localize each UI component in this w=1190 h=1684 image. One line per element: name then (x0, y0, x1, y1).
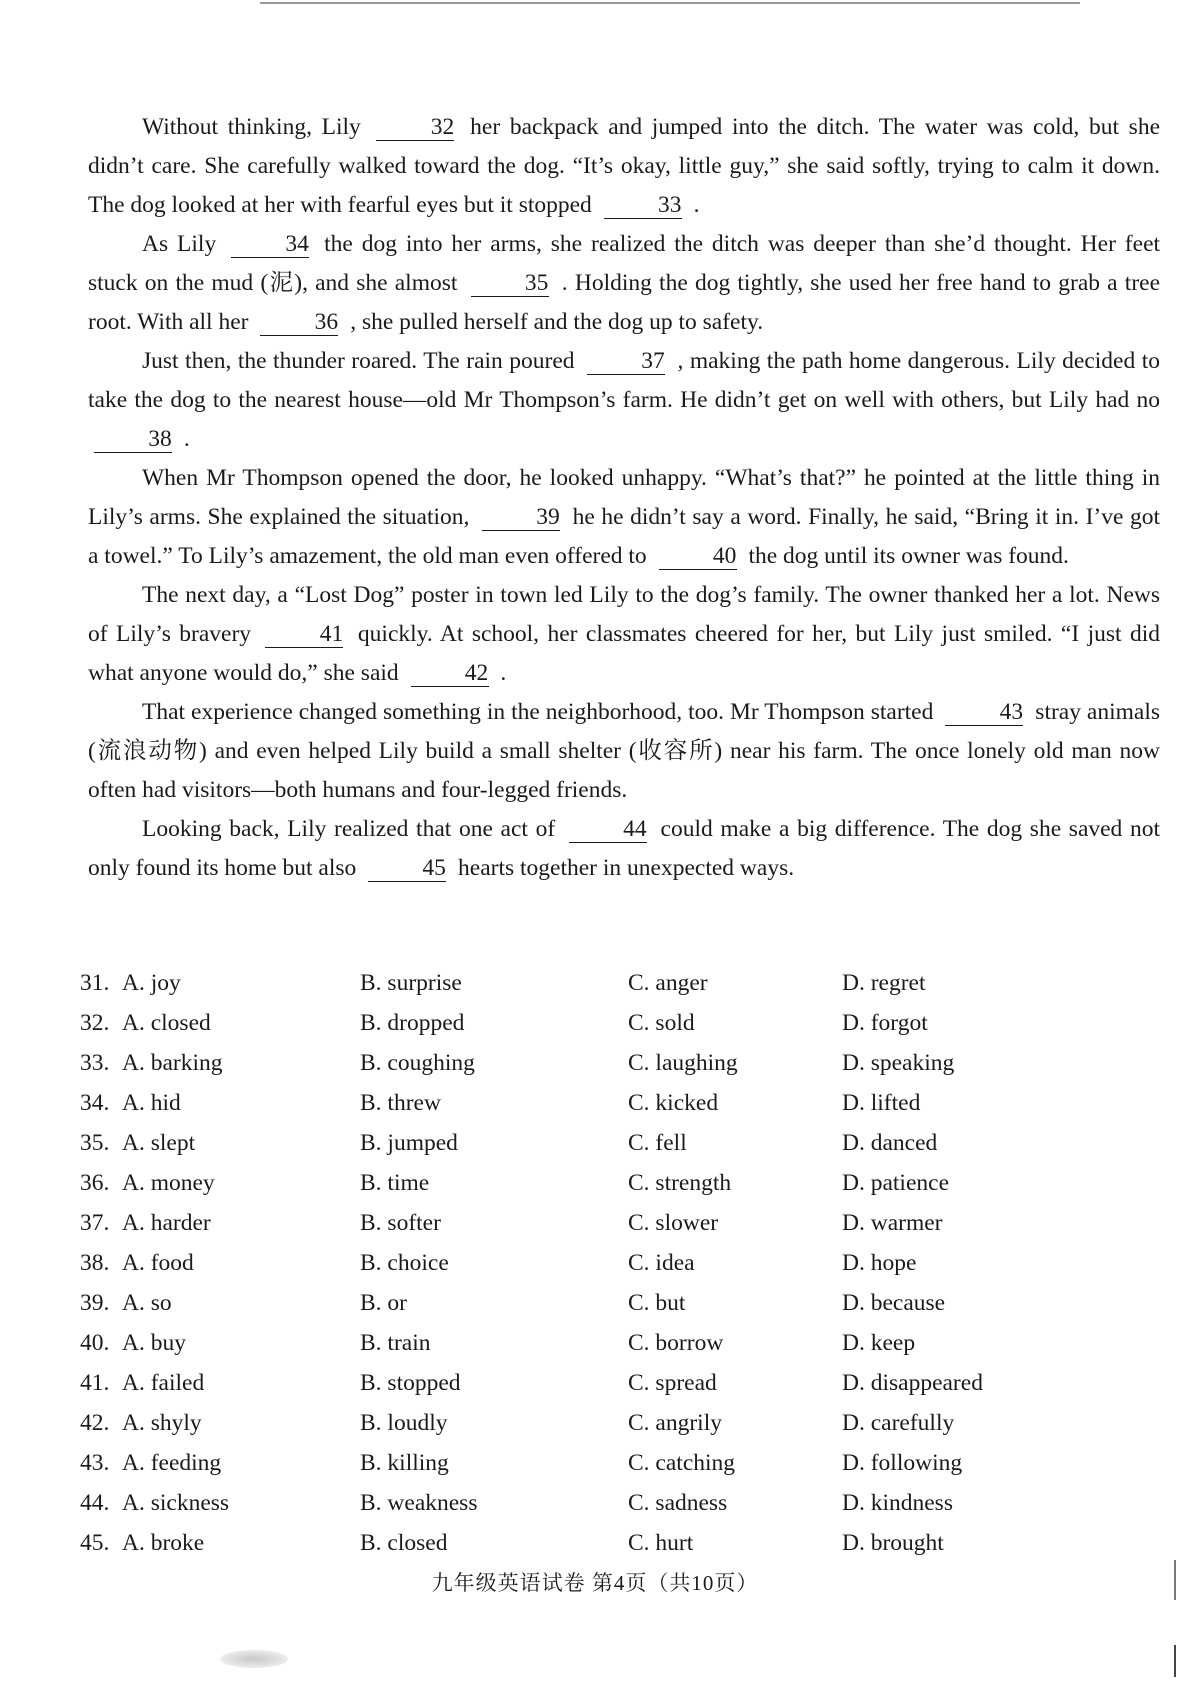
scan-smudge (220, 1650, 288, 1668)
option-c: C. sadness (628, 1490, 728, 1516)
passage-paragraph (88, 342, 1160, 459)
blank-43: 43 (945, 699, 1023, 726)
option-c: C. hurt (628, 1530, 694, 1556)
option-c: C. borrow (628, 1330, 724, 1356)
passage-text: stray animals (流浪动物) and even helped Lily build a small shelter (收容所) near his farm. The once lonely old man now often had visitors—both humans and four-legged friends. (88, 699, 1161, 803)
option-c: C. kicked (628, 1090, 719, 1116)
option-row (80, 970, 1080, 1010)
option-a: A. food (122, 1250, 194, 1276)
option-c: C. slower (628, 1210, 719, 1236)
option-a: A. buy (122, 1330, 186, 1356)
option-row (80, 1250, 1080, 1290)
blank-34: 34 (231, 231, 309, 258)
option-b: B. surprise (360, 970, 462, 996)
option-c: C. catching (628, 1450, 736, 1476)
blank-33: 33 (604, 192, 682, 219)
option-c: C. but (628, 1290, 686, 1316)
option-c: C. sold (628, 1010, 695, 1036)
option-d: D. carefully (842, 1410, 955, 1436)
passage-text: Just then, the thunder roared. The rain poured (142, 348, 575, 374)
blank-32: 32 (376, 114, 454, 141)
option-a: A. slept (122, 1130, 196, 1156)
passage-text: . (183, 426, 190, 452)
passage-text: hearts together in unexpected ways. (458, 855, 795, 881)
option-b: B. weakness (360, 1490, 478, 1516)
passage-paragraph (88, 576, 1160, 693)
question-number: 31. (80, 970, 110, 996)
passage-text: Without thinking, Lily (142, 114, 361, 140)
blank-39: 39 (482, 504, 560, 531)
passage-text: The next day, a “Lost Dog” poster in town led Lily to the dog’s family. The owner thanked her a lot. News of Lily’s bravery (88, 582, 1160, 647)
question-number: 38. (80, 1250, 110, 1276)
option-d: D. warmer (842, 1210, 943, 1236)
question-number: 42. (80, 1410, 110, 1436)
top-rule (260, 2, 1080, 4)
passage-paragraph (88, 693, 1160, 810)
blank-38: 38 (94, 426, 172, 453)
question-number: 35. (80, 1130, 110, 1156)
option-b: B. loudly (360, 1410, 448, 1436)
blank-45: 45 (368, 855, 446, 882)
option-row (80, 1330, 1080, 1370)
option-row (80, 1410, 1080, 1450)
blank-41: 41 (265, 621, 343, 648)
option-b: B. dropped (360, 1010, 465, 1036)
passage-text: the dog into her arms, she realized the ditch was deeper than she’d thought. Her feet stuck on the mud (泥), and she almost (88, 231, 1161, 296)
answer-options (80, 970, 1080, 1570)
passage-text: . (500, 660, 507, 686)
passage-text: When Mr Thompson opened the door, he looked unhappy. “What’s that?” he pointed at the little thing in Lily’s arms. She explained the situation, (88, 465, 1160, 530)
passage-paragraph (88, 459, 1160, 576)
option-d: D. keep (842, 1330, 916, 1356)
question-number: 37. (80, 1210, 110, 1236)
option-b: B. stopped (360, 1370, 461, 1396)
option-row (80, 1010, 1080, 1050)
option-b: B. closed (360, 1530, 448, 1556)
option-row (80, 1050, 1080, 1090)
question-number: 41. (80, 1370, 110, 1396)
cloze-passage (88, 108, 1160, 888)
option-c: C. laughing (628, 1050, 738, 1076)
passage-text: . (693, 192, 700, 218)
question-number: 32. (80, 1010, 110, 1036)
option-a: A. shyly (122, 1410, 202, 1436)
option-c: C. strength (628, 1170, 732, 1196)
option-d: D. forgot (842, 1010, 928, 1036)
question-number: 34. (80, 1090, 110, 1116)
option-d: D. patience (842, 1170, 950, 1196)
option-c: C. angrily (628, 1410, 722, 1436)
option-d: D. following (842, 1450, 963, 1476)
page-footer: 九年级英语试卷 第4页（共10页） (431, 1571, 759, 1595)
blank-42: 42 (411, 660, 489, 687)
option-a: A. sickness (122, 1490, 230, 1516)
question-number: 44. (80, 1490, 110, 1516)
passage-text: That experience changed something in the neighborhood, too. Mr Thompson started (142, 699, 934, 725)
passage-text: . Holding the dog tightly, she used her free hand to grab a tree root. With all her (88, 270, 1161, 335)
option-a: A. joy (122, 970, 181, 996)
passage-text: her backpack and jumped into the ditch. The water was cold, but she didn’t care. She carefully walked toward the dog. “It’s okay, little guy,” she said softly, trying to calm it down. The dog looked at her with fearful eyes but it stopped (88, 114, 1161, 218)
option-a: A. closed (122, 1010, 211, 1036)
option-a: A. failed (122, 1370, 205, 1396)
option-b: B. train (360, 1330, 431, 1356)
option-a: A. money (122, 1170, 215, 1196)
blank-40: 40 (659, 543, 737, 570)
option-d: D. hope (842, 1250, 917, 1276)
option-b: B. softer (360, 1210, 441, 1236)
option-c: C. idea (628, 1250, 695, 1276)
option-c: C. anger (628, 970, 708, 996)
passage-paragraph (88, 810, 1160, 888)
option-d: D. regret (842, 970, 926, 996)
passage-paragraph (88, 108, 1160, 225)
passage-text: he he didn’t say a word. Finally, he said, “Bring it in. I’ve got a towel.” To Lily’s amazement, the old man even offered to (88, 504, 1161, 569)
option-row (80, 1210, 1080, 1250)
passage-paragraph (88, 225, 1160, 342)
option-d: D. kindness (842, 1490, 953, 1516)
option-d: D. danced (842, 1130, 938, 1156)
blank-36: 36 (260, 309, 338, 336)
option-row (80, 1450, 1080, 1490)
option-a: A. feeding (122, 1450, 222, 1476)
blank-35: 35 (471, 270, 549, 297)
passage-text: Looking back, Lily realized that one act of (142, 816, 556, 842)
question-number: 39. (80, 1290, 110, 1316)
question-number: 33. (80, 1050, 110, 1076)
option-d: D. brought (842, 1530, 944, 1556)
edge-mark (1174, 1645, 1176, 1677)
option-a: A. hid (122, 1090, 181, 1116)
option-row (80, 1090, 1080, 1130)
passage-text: quickly. At school, her classmates cheered for her, but Lily just smiled. “I just did what anyone would do,” she said (88, 621, 1161, 686)
option-b: B. jumped (360, 1130, 458, 1156)
option-row (80, 1290, 1080, 1330)
option-row (80, 1130, 1080, 1170)
option-a: A. broke (122, 1530, 205, 1556)
option-a: A. barking (122, 1050, 223, 1076)
blank-37: 37 (587, 348, 665, 375)
option-d: D. disappeared (842, 1370, 983, 1396)
option-d: D. lifted (842, 1090, 921, 1116)
passage-text: could make a big difference. The dog she saved not only found its home but also (88, 816, 1161, 881)
option-row (80, 1170, 1080, 1210)
option-a: A. so (122, 1290, 172, 1316)
question-number: 40. (80, 1330, 110, 1356)
option-b: B. time (360, 1170, 430, 1196)
passage-text: the dog until its owner was found. (748, 543, 1069, 569)
passage-text: As Lily (142, 231, 217, 257)
option-b: B. choice (360, 1250, 449, 1276)
option-c: C. spread (628, 1370, 717, 1396)
question-number: 45. (80, 1530, 110, 1556)
edge-mark (1174, 1560, 1176, 1600)
question-number: 36. (80, 1170, 110, 1196)
option-b: B. or (360, 1290, 407, 1316)
option-b: B. threw (360, 1090, 441, 1116)
option-a: A. harder (122, 1210, 211, 1236)
option-row (80, 1490, 1080, 1530)
option-row (80, 1370, 1080, 1410)
blank-44: 44 (569, 816, 647, 843)
passage-text: , making the path home dangerous. Lily decided to take the dog to the nearest house—old Mr Thompson’s farm. He didn’t get on well with others, but Lily had no (88, 348, 1160, 413)
option-d: D. because (842, 1290, 946, 1316)
option-d: D. speaking (842, 1050, 955, 1076)
option-b: B. coughing (360, 1050, 475, 1076)
question-number: 43. (80, 1450, 110, 1476)
option-b: B. killing (360, 1450, 449, 1476)
passage-text: , she pulled herself and the dog up to safety. (350, 309, 764, 335)
option-c: C. fell (628, 1130, 687, 1156)
option-row (80, 1530, 1080, 1570)
